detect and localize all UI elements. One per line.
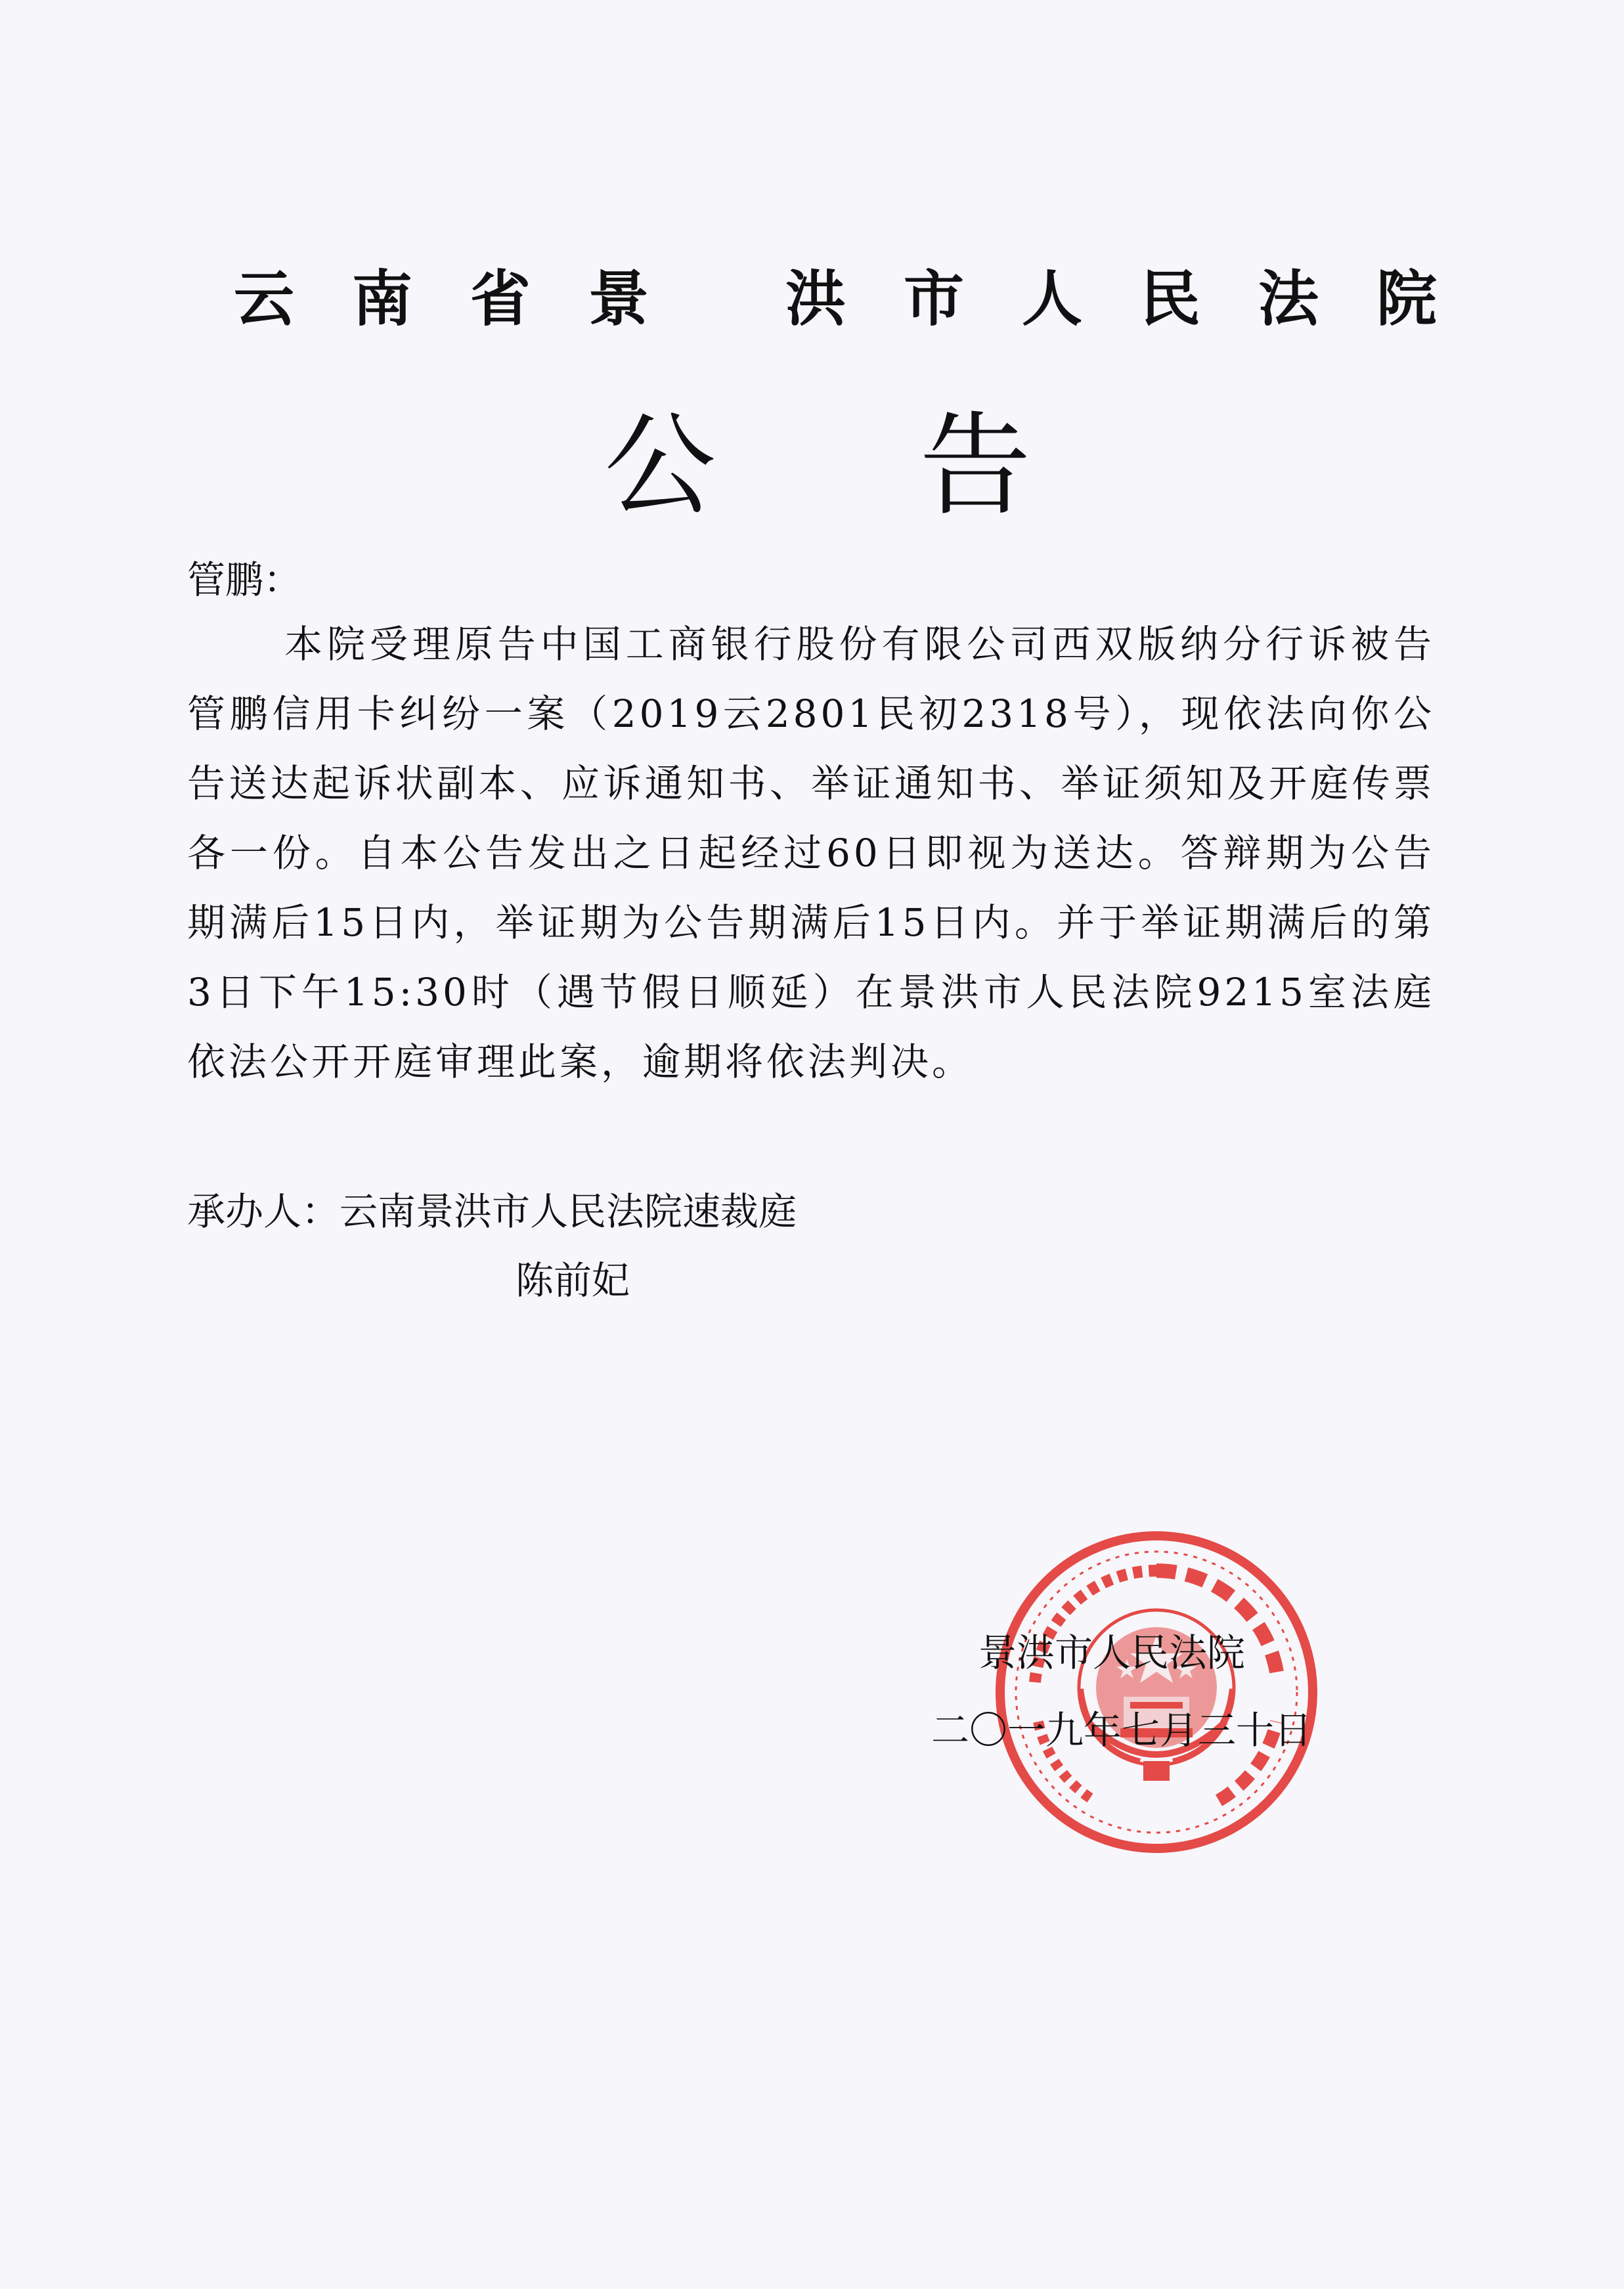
handler-name: 陈前妃 — [516, 1258, 630, 1303]
handler-line: 承办人：云南景洪市人民法院速裁庭 — [187, 1189, 797, 1234]
court-name-heading: 云南省景 洪市人民法院 — [234, 263, 1495, 334]
issue-date: 二〇一九年七月三十日 — [931, 1708, 1313, 1753]
issuing-court: 景洪市人民法院 — [978, 1630, 1246, 1675]
notice-title: 公告 — [604, 401, 1235, 531]
court-seal-stamp — [989, 1525, 1324, 1860]
addressee: 管鹏： — [187, 557, 302, 602]
notice-body: 本院受理原告中国工商银行股份有限公司西双版纳分行诉被告管鹏信用卡纠纷一案（2019云2801民初2318号），现依法向你公告送达起诉状副本、应诉通知书、举证通知书、举证须知及开庭传票各一份。自本公告发出之日起经过60日即视为送达。答辩期为公告期满后15日内，举证期为公告期满后15日内。并于举证期满后的第3日下午15:30时（遇节假日顺延）在景洪市人民法院9215室法庭依法公开开庭审理此案，逾期将依法判决。 — [187, 622, 1435, 1084]
